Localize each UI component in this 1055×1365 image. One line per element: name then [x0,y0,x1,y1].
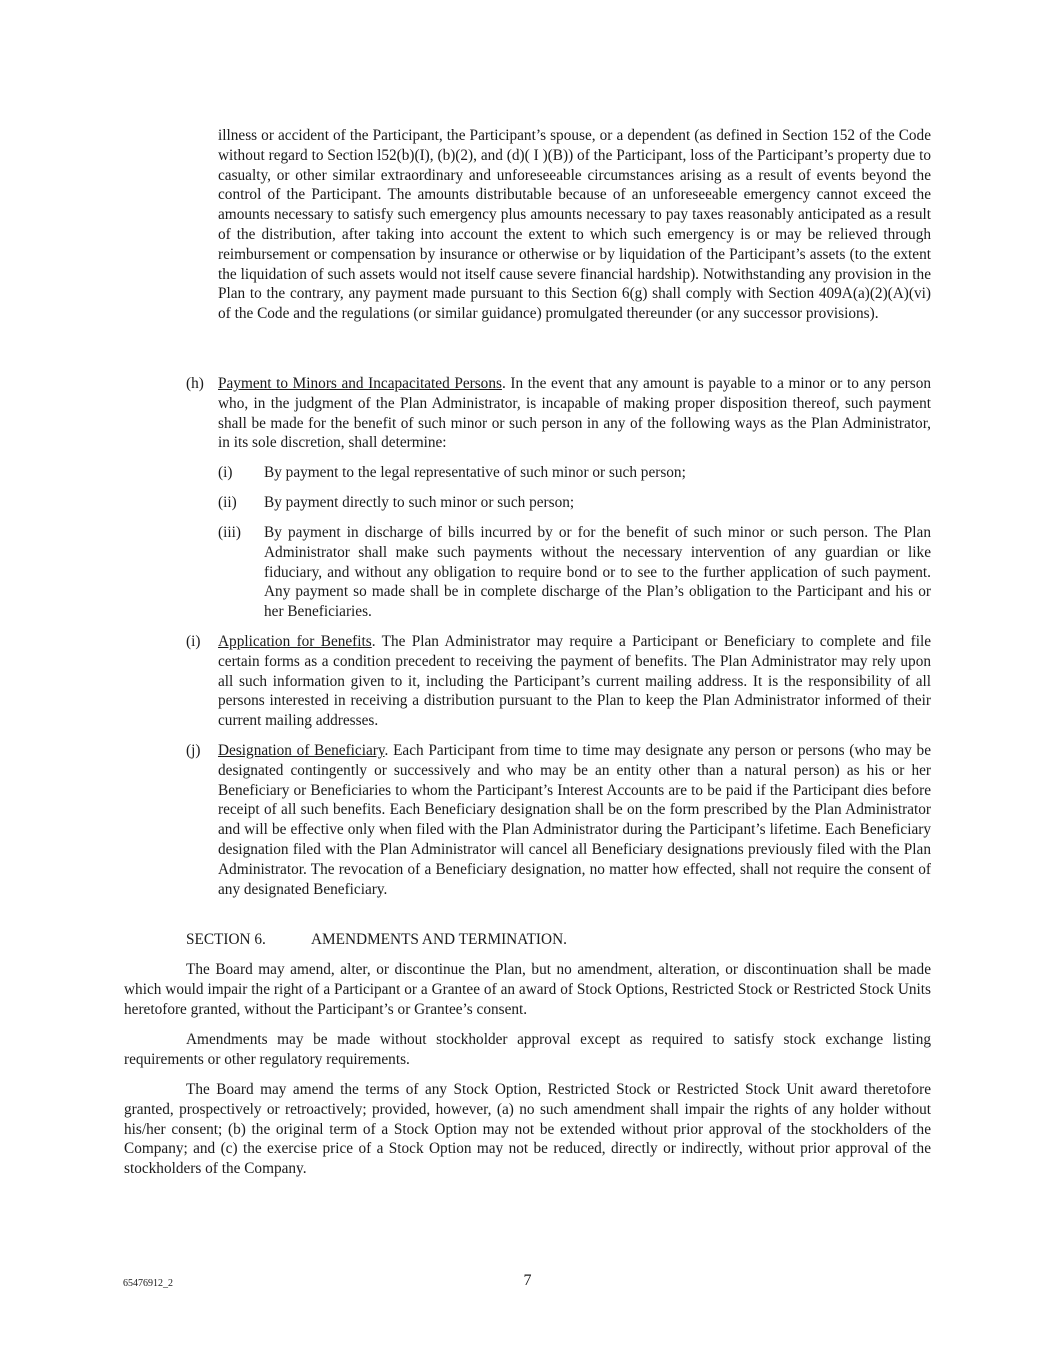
paragraph-i [218,632,931,731]
paragraph-h-heading: Payment to Minors and Incapacitated Persons [218,375,502,392]
section-heading [186,930,567,950]
paragraph-i-heading: Application for Benefits [218,633,372,650]
subitem-i-label: (i) [218,464,233,481]
paragraph-j-heading: Designation of Beneficiary [218,742,385,759]
document-id: 65476912_2 [123,1278,173,1289]
paragraph-j [218,741,931,899]
item-j-label: (j) [186,742,201,759]
paragraph-g-continued: illness or accident of the Participant, the Participant’s spouse, or a dependent (as defined in Section 152 of the Code without regard to Section l52(b)(I), (b)(2), and (d)( I )(B)) of the Participant, loss of the Participant’s property due to casualty, or other similar extraordinary and unforeseeable circumstances arising as a result of events beyond the control of the Participant. The amounts distributable because of an unforeseeable emergency cannot exceed the amounts necessary to satisfy such emergency plus amounts necessary to pay taxes reasonably anticipated as a result of the distribution, after taking into account the extent to which such emergency is or may be relieved through reimbursement or compensation by insurance or otherwise or by liquidation of the Participant’s assets (to the extent the liquidation of such assets would not itself cause severe financial hardship). Notwithstanding any provision in the Plan to the contrary, any payment made pursuant to this Section 6(g) shall comply with Section 409A(a)(2)(A)(vi) of the Code and the regulations (or similar guidance) promulgated thereunder (or any successor provisions). [218,127,931,323]
section-title: AMENDMENTS AND TERMINATION. [311,931,567,948]
page-number: 7 [523,1272,532,1289]
subitem-iii-label: (iii) [218,524,241,541]
body-paragraph-3: The Board may amend the terms of any Stock Option, Restricted Stock or Restricted Stock Unit award theretofore granted, prospectively or retroactively; provided, however, (a) no such amendment shall impair the rights of any holder without his/her consent; (b) the original term of a Stock Option may not be extended without prior approval of the stockholders of the Company; and (c) the exercise price of a Stock Option may not be reduced, directly or indirectly, without prior approval of the stockholders of the Company. [124,1081,931,1178]
body-paragraph-1: The Board may amend, alter, or discontinue the Plan, but no amendment, alteration, or discontinuation shall be made which would impair the right of a Participant or a Grantee of an award of Stock Options, Restricted Stock or Restricted Stock Units heretofore granted, without the Participant’s or Grantee’s consent. [124,961,931,1018]
item-h-label: (h) [186,375,204,392]
subitem-ii-label: (ii) [218,494,237,511]
subitem-i-text: By payment to the legal representative of such minor or such person; [264,464,686,481]
item-i-label: (i) [186,633,201,650]
body-paragraph-2: Amendments may be made without stockholder approval except as required to satisfy stock exchange listing requirements or other regulatory requirements. [124,1031,931,1068]
section-number: SECTION 6. [186,931,266,948]
paragraph-h-text: . In the event that any amount is payable to a minor or to any person who, in the judgment of the Plan Administrator, is incapable of making proper disposition thereof, such payment shall be made for the benefit of such minor or such person in any of the following ways as the Plan Administrator, in its sole discretion, shall determine: [218,375,932,452]
subitem-ii-text: By payment directly to such minor or such person; [264,494,575,511]
subitem-iii-text: By payment in discharge of bills incurred by or for the benefit of such minor or such person. The Plan Administrator shall make such payments without the necessary intervention of any guardian or like fiduciary, and without any obligation to require bond or to see to the further application of such payment. Any payment so made shall be in complete discharge of the Plan’s obligation to the Participant and his or her Beneficiaries. [264,524,931,621]
paragraph-j-text: . Each Participant from time to time may designate any person or persons (who may be designated contingently or successively and who may be an entity other than a natural person) as his or her Beneficiary or Beneficiaries to whom the Participant’s Interest Accounts are to be paid if the Participant dies before receipt of all such benefits. Each Beneficiary designation shall be on the form prescribed by the Plan Administrator and will be effective only when filed with the Plan Administrator during the Participant’s lifetime. Each Beneficiary designation filed with the Plan Administrator will cancel all Beneficiary designations previously filed with the Plan Administrator. The revocation of a Beneficiary designation, no matter how effected, shall not require the consent of any designated Beneficiary. [218,742,931,898]
paragraph-h [218,374,931,453]
paragraph-i-text: . The Plan Administrator may require a Participant or Beneficiary to complete and file certain forms as a condition precedent to receiving the payment of benefits. The Plan Administrator may rely upon all such information given to it, including the Participant’s current mailing address. It is the responsibility of all persons interested in receiving a distribution pursuant to the Plan to keep the Plan Administrator informed of their current mailing addresses. [218,633,931,730]
